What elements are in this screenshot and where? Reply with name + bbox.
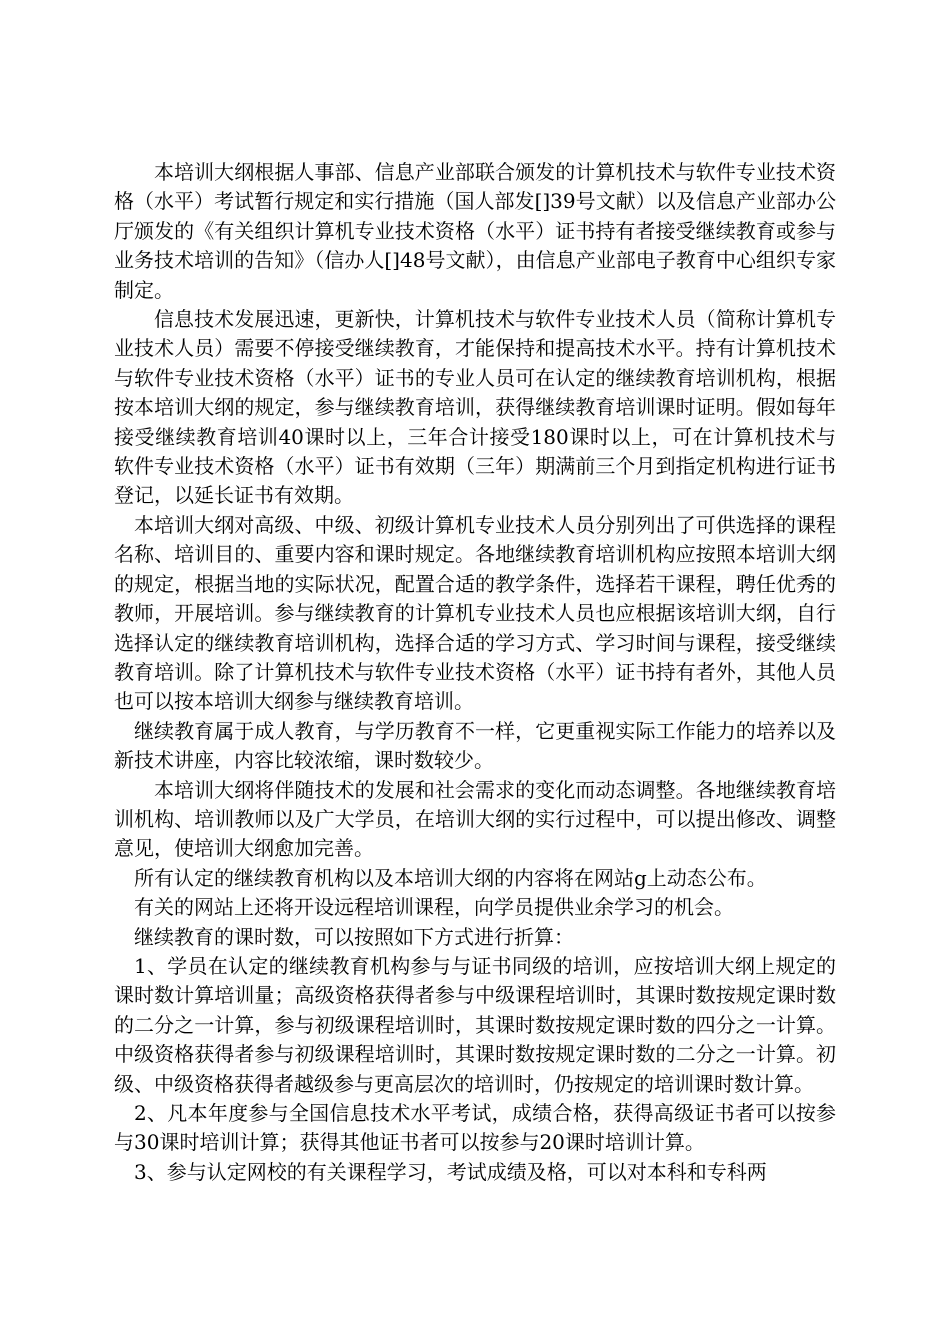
paragraph-11: 3、参与认定网校的有关课程学习，考试成绩及格，可以对本科和专科两 [134, 1159, 767, 1184]
paragraph-3: 本培训大纲对高级、中级、初级计算机专业技术人员分别列出了可供选择的课程名称、培训目的、重要内容和课时规定。各地继续教育培训机构应按照本培训大纲的规定，根据当地的实际状况，配置合适的教学条件，选择若干课程，聘任优秀的教师，开展培训。参与继续教育的计算机专业技术人员也应根据该培训大纲，自行选择认定的继续教育培训机构，选择合适的学习方式、学习时间与课程，接受继续教育培训。除了计算机技术与软件专业技术资格（水平）证书持有者外，其他人员也可以按本培训大纲参与继续教育培训。 [114, 512, 836, 714]
paragraph-1: 本培训大纲根据人事部、信息产业部联合颁发的计算机技术与软件专业技术资格（水平）考试暂行规定和实行措施（国人部发[]39号文献）以及信息产业部办公厅颁发的《有关组织计算机专业技术资格（水平）证书持有者接受继续教育或参与业务技术培训的告知》（信办人[]48号文献），由信息产业部电子教育中心组织专家制定。 [114, 160, 836, 302]
paragraph-5: 本培训大纲将伴随技术的发展和社会需求的变化而动态调整。各地继续教育培训机构、培训教师以及广大学员，在培训大纲的实行过程中，可以提出修改、调整意见，使培训大纲愈加完善。 [114, 777, 836, 861]
paragraph-9: 1、学员在认定的继续教育机构参与与证书同级的培训，应按培训大纲上规定的课时数计算培训量；高级资格获得者参与中级课程培训时，其课时数按规定课时数的二分之一计算，参与初级课程培训时，其课时数按规定课时数的四分之一计算。中级资格获得者参与初级课程培训时，其课时数按规定课时数的二分之一计算。初级、中级资格获得者越级参与更高层次的培训时，仍按规定的培训课时数计算。 [114, 953, 836, 1096]
paragraph-4: 继续教育属于成人教育，与学历教育不一样，它更重视实际工作能力的培养以及新技术讲座，内容比较浓缩，课时数较少。 [114, 718, 836, 773]
paragraph-10: 2、凡本年度参与全国信息技术水平考试，成绩合格，获得高级证书者可以按参与30课时培训计算；获得其他证书者可以按参与20课时培训计算。 [114, 1101, 836, 1155]
document-body [114, 158, 836, 1187]
paragraph-2: 信息技术发展迅速，更新快，计算机技术与软件专业技术人员（简称计算机专业技术人员）需要不停接受继续教育，才能保持和提高技术水平。持有计算机技术与软件专业技术资格（水平）证书的专业人员可在认定的继续教育培训机构，根据按本培训大纲的规定，参与继续教育培训，获得继续教育培训课时证明。假如每年接受继续教育培训40课时以上，三年合计接受180课时以上，可在计算机技术与软件专业技术资格（水平）证书有效期（三年）期满前三个月到指定机构进行证书登记，以延长证书有效期。 [114, 307, 836, 508]
paragraph-7: 有关的网站上还将开设远程培训课程，向学员提供业余学习的机会。 [134, 895, 734, 920]
paragraph-6: 所有认定的继续教育机构以及本培训大纲的内容将在网站g上动态公布。 [134, 865, 767, 890]
paragraph-8: 继续教育的课时数，可以按照如下方式进行折算： [134, 924, 574, 949]
